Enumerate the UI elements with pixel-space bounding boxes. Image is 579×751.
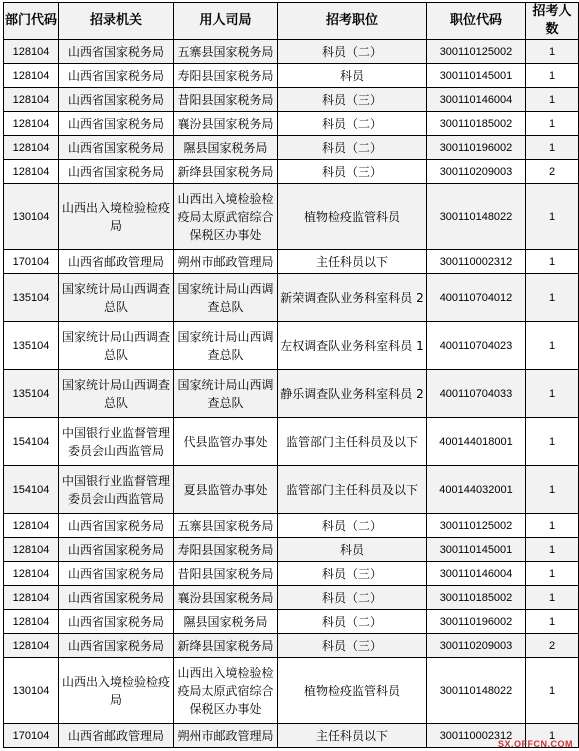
cell-agency: 山西省国家税务局 <box>59 538 174 562</box>
cell-agency: 山西省国家税务局 <box>59 514 174 538</box>
cell-agency: 中国银行业监督管理委员会山西监管局 <box>59 466 174 514</box>
cell-agency: 中国银行业监督管理委员会山西监管局 <box>59 418 174 466</box>
cell-count: 1 <box>526 562 579 586</box>
table-body <box>4 40 579 748</box>
cell-dept-code: 130104 <box>4 658 59 724</box>
cell-position-code: 300110002312 <box>427 724 526 748</box>
table-row <box>4 112 579 136</box>
cell-position-code: 400110704023 <box>427 322 526 370</box>
cell-dept-code: 128104 <box>4 112 59 136</box>
cell-position: 科员 <box>278 538 427 562</box>
cell-agency: 山西省国家税务局 <box>59 40 174 64</box>
cell-agency: 山西省国家税务局 <box>59 562 174 586</box>
cell-dept-code: 128104 <box>4 610 59 634</box>
site-watermark: SX.OFFCN.COM <box>498 739 573 749</box>
cell-count: 1 <box>526 610 579 634</box>
cell-position-code: 300110209003 <box>427 160 526 184</box>
cell-count: 1 <box>526 184 579 250</box>
cell-count: 1 <box>526 370 579 418</box>
cell-position: 监管部门主任科员及以下 <box>278 466 427 514</box>
cell-bureau: 朔州市邮政管理局 <box>174 250 278 274</box>
table-row <box>4 370 579 418</box>
cell-count: 1 <box>526 40 579 64</box>
cell-position: 主任科员以下 <box>278 724 427 748</box>
cell-position-code: 300110185002 <box>427 112 526 136</box>
cell-position-code: 300110209003 <box>427 634 526 658</box>
cell-position-code: 300110185002 <box>427 586 526 610</box>
cell-bureau: 寿阳县国家税务局 <box>174 538 278 562</box>
cell-position: 植物检疫监管科员 <box>278 658 427 724</box>
cell-position-code: 400144032001 <box>427 466 526 514</box>
table-row <box>4 514 579 538</box>
cell-dept-code: 135104 <box>4 322 59 370</box>
cell-dept-code: 128104 <box>4 586 59 610</box>
cell-count: 1 <box>526 514 579 538</box>
cell-bureau: 夏县监管办事处 <box>174 466 278 514</box>
cell-position: 科员（二） <box>278 610 427 634</box>
cell-count: 1 <box>526 658 579 724</box>
cell-agency: 山西省邮政管理局 <box>59 250 174 274</box>
cell-position: 左权调查队业务科室科员 1 <box>278 322 427 370</box>
cell-position-code: 300110125002 <box>427 40 526 64</box>
cell-position: 静乐调查队业务科室科员 2 <box>278 370 427 418</box>
cell-dept-code: 128104 <box>4 88 59 112</box>
cell-bureau: 国家统计局山西调查总队 <box>174 370 278 418</box>
table-row <box>4 418 579 466</box>
cell-bureau: 昔阳县国家税务局 <box>174 562 278 586</box>
header-bureau: 用人司局 <box>174 3 278 40</box>
cell-position-code: 300110146004 <box>427 562 526 586</box>
cell-position-code: 300110196002 <box>427 610 526 634</box>
table-row <box>4 724 579 748</box>
cell-bureau: 朔州市邮政管理局 <box>174 724 278 748</box>
table-row <box>4 610 579 634</box>
cell-position-code: 300110125002 <box>427 514 526 538</box>
cell-dept-code: 135104 <box>4 274 59 322</box>
cell-bureau: 山西出入境检验检疫局太原武宿综合保税区办事处 <box>174 184 278 250</box>
cell-dept-code: 128104 <box>4 40 59 64</box>
cell-position-code: 300110148022 <box>427 184 526 250</box>
cell-position: 科员（三） <box>278 88 427 112</box>
cell-count: 1 <box>526 538 579 562</box>
table-row <box>4 586 579 610</box>
cell-bureau: 国家统计局山西调查总队 <box>174 322 278 370</box>
cell-position: 新荣调查队业务科室科员 2 <box>278 274 427 322</box>
table-row <box>4 136 579 160</box>
cell-agency: 国家统计局山西调查总队 <box>59 322 174 370</box>
table-row <box>4 88 579 112</box>
table-row <box>4 658 579 724</box>
cell-agency: 山西省国家税务局 <box>59 634 174 658</box>
cell-dept-code: 135104 <box>4 370 59 418</box>
cell-dept-code: 128104 <box>4 136 59 160</box>
cell-bureau: 山西出入境检验检疫局太原武宿综合保税区办事处 <box>174 658 278 724</box>
cell-dept-code: 128104 <box>4 64 59 88</box>
cell-count: 2 <box>526 160 579 184</box>
cell-agency: 山西出入境检验检疫局 <box>59 658 174 724</box>
cell-agency: 山西省国家税务局 <box>59 610 174 634</box>
cell-count: 2 <box>526 634 579 658</box>
cell-dept-code: 128104 <box>4 634 59 658</box>
table-row <box>4 466 579 514</box>
cell-dept-code: 128104 <box>4 514 59 538</box>
cell-bureau: 国家统计局山西调查总队 <box>174 274 278 322</box>
table-row <box>4 274 579 322</box>
cell-position-code: 300110146004 <box>427 88 526 112</box>
table-row <box>4 562 579 586</box>
table-row <box>4 160 579 184</box>
cell-count: 1 <box>526 586 579 610</box>
cell-agency: 山西省国家税务局 <box>59 88 174 112</box>
cell-agency: 山西省邮政管理局 <box>59 724 174 748</box>
cell-position: 植物检疫监管科员 <box>278 184 427 250</box>
table-row <box>4 184 579 250</box>
cell-bureau: 寿阳县国家税务局 <box>174 64 278 88</box>
cell-position-code: 300110145001 <box>427 538 526 562</box>
cell-position-code: 300110148022 <box>427 658 526 724</box>
cell-agency: 山西省国家税务局 <box>59 136 174 160</box>
cell-position-code: 400110704012 <box>427 274 526 322</box>
cell-agency: 国家统计局山西调查总队 <box>59 274 174 322</box>
cell-bureau: 五寨县国家税务局 <box>174 514 278 538</box>
cell-bureau: 新绛县国家税务局 <box>174 634 278 658</box>
header-dept-code: 部门代码 <box>4 3 59 40</box>
cell-bureau: 隰县国家税务局 <box>174 136 278 160</box>
cell-dept-code: 128104 <box>4 160 59 184</box>
cell-dept-code: 128104 <box>4 562 59 586</box>
table-row <box>4 64 579 88</box>
table-header <box>4 3 579 40</box>
cell-bureau: 隰县国家税务局 <box>174 610 278 634</box>
cell-position-code: 300110145001 <box>427 64 526 88</box>
cell-position-code: 400110704033 <box>427 370 526 418</box>
cell-position: 科员（二） <box>278 586 427 610</box>
cell-count: 1 <box>526 724 579 748</box>
cell-agency: 山西省国家税务局 <box>59 160 174 184</box>
cell-dept-code: 154104 <box>4 418 59 466</box>
cell-bureau: 五寨县国家税务局 <box>174 40 278 64</box>
cell-count: 1 <box>526 250 579 274</box>
cell-position: 科员（二） <box>278 136 427 160</box>
cell-agency: 山西出入境检验检疫局 <box>59 184 174 250</box>
cell-count: 1 <box>526 136 579 160</box>
header-count: 招考人数 <box>526 3 579 40</box>
cell-position: 监管部门主任科员及以下 <box>278 418 427 466</box>
cell-agency: 山西省国家税务局 <box>59 64 174 88</box>
cell-bureau: 新绛县国家税务局 <box>174 160 278 184</box>
cell-count: 1 <box>526 64 579 88</box>
cell-position: 科员（三） <box>278 634 427 658</box>
header-position-code: 职位代码 <box>427 3 526 40</box>
cell-position: 科员（二） <box>278 112 427 136</box>
cell-dept-code: 170104 <box>4 250 59 274</box>
cell-count: 1 <box>526 112 579 136</box>
cell-agency: 山西省国家税务局 <box>59 112 174 136</box>
header-agency: 招录机关 <box>59 3 174 40</box>
cell-dept-code: 130104 <box>4 184 59 250</box>
cell-position: 科员（三） <box>278 160 427 184</box>
cell-position-code: 400144018001 <box>427 418 526 466</box>
cell-count: 1 <box>526 466 579 514</box>
cell-count: 1 <box>526 88 579 112</box>
table-row <box>4 250 579 274</box>
cell-bureau: 代县监管办事处 <box>174 418 278 466</box>
cell-bureau: 昔阳县国家税务局 <box>174 88 278 112</box>
table-row <box>4 322 579 370</box>
table-row <box>4 634 579 658</box>
cell-position: 科员（三） <box>278 562 427 586</box>
cell-count: 1 <box>526 322 579 370</box>
job-table <box>3 2 579 748</box>
cell-count: 1 <box>526 418 579 466</box>
cell-dept-code: 128104 <box>4 538 59 562</box>
cell-dept-code: 154104 <box>4 466 59 514</box>
cell-bureau: 襄汾县国家税务局 <box>174 112 278 136</box>
cell-position-code: 300110196002 <box>427 136 526 160</box>
cell-position: 科员 <box>278 64 427 88</box>
cell-position: 科员（二） <box>278 40 427 64</box>
cell-bureau: 襄汾县国家税务局 <box>174 586 278 610</box>
header-position: 招考职位 <box>278 3 427 40</box>
cell-agency: 山西省国家税务局 <box>59 586 174 610</box>
cell-position: 科员（二） <box>278 514 427 538</box>
cell-position-code: 300110002312 <box>427 250 526 274</box>
table-row <box>4 40 579 64</box>
table-row <box>4 538 579 562</box>
cell-dept-code: 170104 <box>4 724 59 748</box>
cell-count: 1 <box>526 274 579 322</box>
cell-position: 主任科员以下 <box>278 250 427 274</box>
cell-agency: 国家统计局山西调查总队 <box>59 370 174 418</box>
